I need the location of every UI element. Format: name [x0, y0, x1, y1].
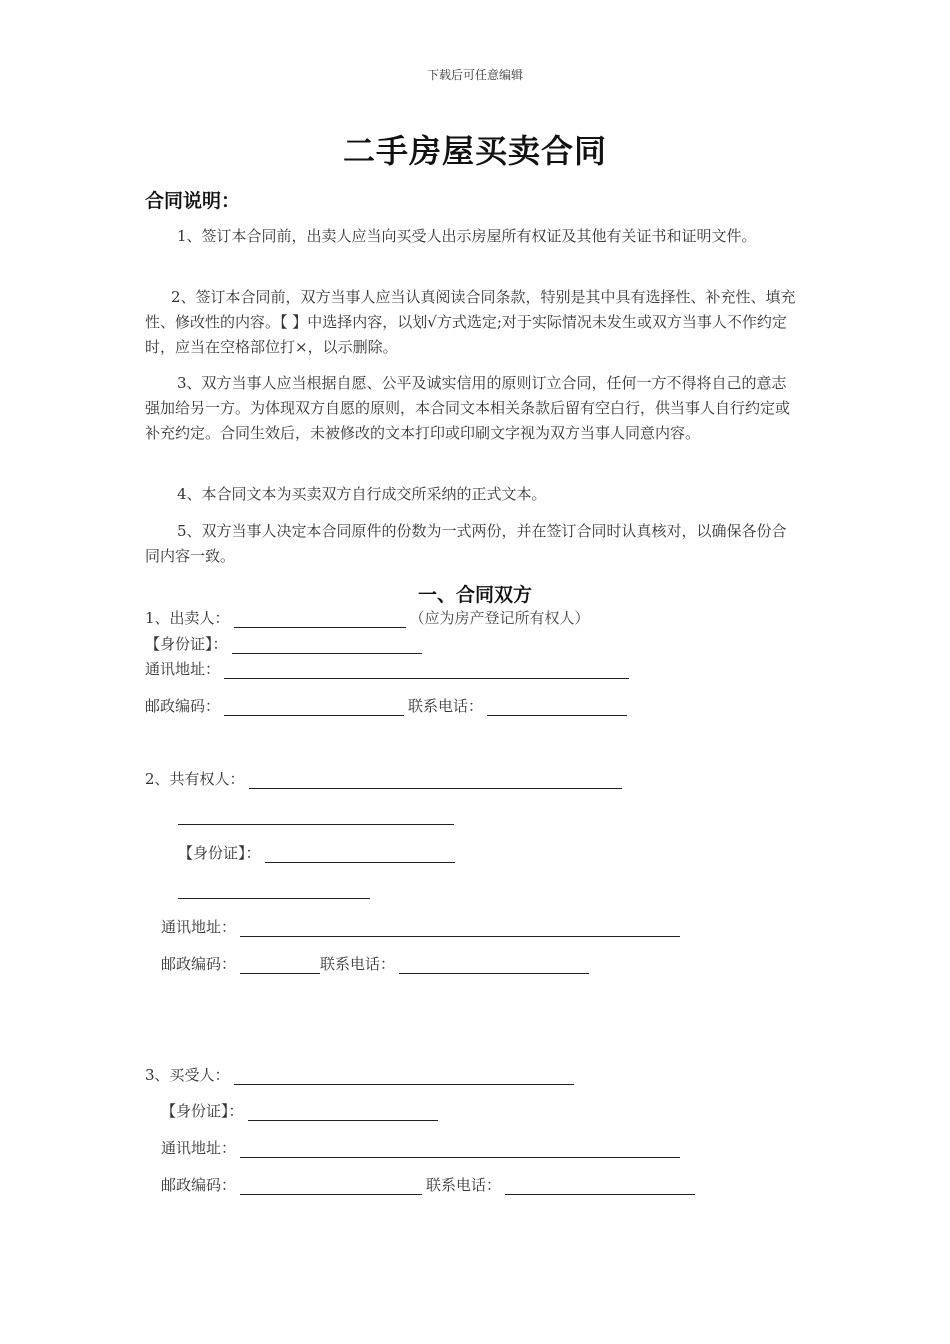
co-owner-phone-label: 联系电话：	[320, 955, 396, 973]
buyer-address-label: 通讯地址：	[161, 1139, 237, 1157]
buyer-phone-label: 联系电话：	[426, 1176, 502, 1194]
header-note: 下载后可任意编辑	[426, 68, 523, 82]
seller-postcode-label: 邮政编码：	[145, 697, 221, 715]
document-title: 二手房屋买卖合同	[342, 132, 607, 170]
co-owner-address-label: 通讯地址：	[161, 918, 237, 936]
co-owner-row	[145, 769, 626, 789]
seller-phone-blank[interactable]	[487, 699, 627, 716]
buyer-id-blank[interactable]	[248, 1104, 438, 1121]
note-item-1: 1、签订本合同前，出卖人应当向买受人出示房屋所有权证及其他有关证书和证明文件。	[177, 227, 757, 245]
seller-id-label: 【身份证】：	[145, 635, 228, 653]
co-owner-contact-row	[161, 954, 593, 974]
seller-postcode-blank[interactable]	[224, 699, 404, 716]
co-owner-id-blank[interactable]	[265, 846, 455, 863]
co-owner-id-row	[178, 843, 459, 863]
section-one-heading: 一、合同双方	[417, 584, 532, 606]
note-item-2: 2、签订本合同前，双方当事人应当认真阅读合同条款，特别是其中具有选择性、补充性、填充性、修改性的内容。【 】中选择内容，以划√方式选定;对于实际情况未发生或双方当事人不作约定时，应当在空格部位打×，以示删除。	[145, 288, 796, 356]
note-item-4: 4、本合同文本为买卖双方自行成交所采纳的正式文本。	[177, 485, 547, 503]
buyer-id-row	[161, 1101, 442, 1121]
seller-address-label: 通讯地址：	[145, 660, 221, 678]
buyer-row	[145, 1065, 578, 1085]
seller-row	[145, 608, 590, 628]
buyer-contact-row	[161, 1175, 699, 1195]
co-owner-id-label: 【身份证】：	[178, 844, 261, 862]
co-owner-name-blank[interactable]	[249, 772, 622, 789]
contract-notes-heading: 合同说明：	[145, 190, 241, 212]
seller-name-blank[interactable]	[234, 611, 406, 628]
buyer-label: 3、买受人：	[145, 1066, 230, 1084]
note-item-3: 3、双方当事人应当根据自愿、公平及诚实信用的原则订立合同，任何一方不得将自己的意志强加给另一方。为体现双方自愿的原则，本合同文本相关条款后留有空白行，供当事人自行约定或补充约定。合同生效后，未被修改的文本打印或印刷文字视为双方当事人同意内容。	[145, 374, 791, 442]
co-owner-extra-blank[interactable]	[178, 824, 454, 825]
seller-note: （应为房产登记所有权人）	[409, 609, 590, 627]
co-owner-label: 2、共有权人：	[145, 770, 245, 788]
seller-id-row	[145, 634, 426, 654]
seller-contact-row	[145, 696, 631, 716]
seller-id-blank[interactable]	[232, 637, 422, 654]
buyer-address-blank[interactable]	[240, 1141, 680, 1158]
co-owner-address-blank[interactable]	[240, 920, 680, 937]
co-owner-address-row	[161, 917, 684, 937]
buyer-id-label: 【身份证】：	[161, 1102, 244, 1120]
buyer-phone-blank[interactable]	[505, 1178, 695, 1195]
co-owner-id-extra-blank[interactable]	[178, 898, 370, 899]
seller-address-blank[interactable]	[224, 662, 629, 679]
co-owner-phone-blank[interactable]	[399, 957, 589, 974]
co-owner-postcode-label: 邮政编码：	[161, 955, 237, 973]
seller-label: 1、出卖人：	[145, 609, 230, 627]
buyer-postcode-label: 邮政编码：	[161, 1176, 237, 1194]
buyer-name-blank[interactable]	[234, 1068, 574, 1085]
buyer-postcode-blank[interactable]	[240, 1178, 422, 1195]
note-item-5: 5、双方当事人决定本合同原件的份数为一式两份，并在签订合同时认真核对，以确保各份合同内容一致。	[145, 522, 787, 565]
co-owner-postcode-blank[interactable]	[240, 957, 320, 974]
buyer-address-row	[161, 1138, 684, 1158]
seller-phone-label: 联系电话：	[408, 697, 484, 715]
seller-address-row	[145, 659, 633, 679]
